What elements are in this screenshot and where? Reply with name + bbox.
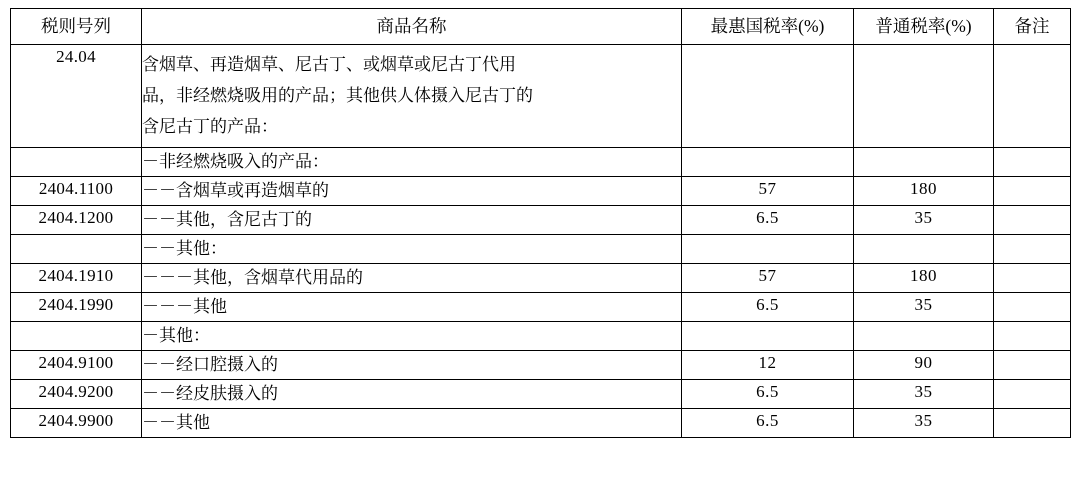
- cell-general-rate: 35: [854, 293, 994, 322]
- cell-mfn-rate: 57: [682, 177, 854, 206]
- header-cell-code: 税则号列: [11, 9, 142, 45]
- table-row: [11, 45, 1071, 148]
- cell-mfn-rate: [682, 148, 854, 177]
- cell-general-rate: [854, 148, 994, 177]
- table-row: [11, 206, 1071, 235]
- cell-general-rate: [854, 45, 994, 148]
- table-row: [11, 380, 1071, 409]
- cell-commodity-name: [142, 206, 682, 235]
- commodity-name-line: 品，非经燃烧吸用的产品；其他供人体摄入尼古丁的: [142, 86, 533, 105]
- cell-tariff-code: 2404.1990: [11, 293, 142, 322]
- cell-tariff-code: [11, 322, 142, 351]
- cell-remark: [994, 322, 1071, 351]
- cell-commodity-name: [142, 148, 682, 177]
- commodity-name-line: －－经口腔摄入的: [142, 355, 278, 374]
- header-cell-name: 商品名称: [142, 9, 682, 45]
- table-row: [11, 264, 1071, 293]
- cell-commodity-name: [142, 177, 682, 206]
- cell-tariff-code: [11, 235, 142, 264]
- cell-remark: [994, 45, 1071, 148]
- table-row: [11, 235, 1071, 264]
- cell-remark: [994, 293, 1071, 322]
- commodity-name-line: －－－其他: [142, 297, 227, 316]
- cell-tariff-code: 24.04: [11, 45, 142, 148]
- commodity-name-line: －－其他，含尼古丁的: [142, 210, 312, 229]
- table-row: [11, 322, 1071, 351]
- cell-commodity-name: [142, 409, 682, 438]
- cell-remark: [994, 409, 1071, 438]
- cell-remark: [994, 235, 1071, 264]
- table-row: [11, 409, 1071, 438]
- cell-commodity-name: [142, 264, 682, 293]
- cell-remark: [994, 177, 1071, 206]
- cell-mfn-rate: 6.5: [682, 206, 854, 235]
- cell-commodity-name: [142, 351, 682, 380]
- cell-remark: [994, 206, 1071, 235]
- commodity-name-line: －非经燃烧吸入的产品：: [142, 152, 329, 171]
- table-row: [11, 351, 1071, 380]
- cell-commodity-name: [142, 322, 682, 351]
- cell-commodity-name: [142, 45, 682, 148]
- commodity-name-line: －－含烟草或再造烟草的: [142, 181, 329, 200]
- header-cell-general: 普通税率(%): [854, 9, 994, 45]
- cell-remark: [994, 264, 1071, 293]
- table-body: [11, 9, 1071, 438]
- table-header-row: [11, 9, 1071, 45]
- cell-mfn-rate: 6.5: [682, 409, 854, 438]
- cell-mfn-rate: 6.5: [682, 293, 854, 322]
- cell-general-rate: 90: [854, 351, 994, 380]
- cell-commodity-name: [142, 235, 682, 264]
- cell-mfn-rate: 6.5: [682, 380, 854, 409]
- cell-remark: [994, 351, 1071, 380]
- cell-mfn-rate: [682, 235, 854, 264]
- commodity-name-line: 含尼古丁的产品：: [142, 117, 278, 136]
- header-cell-mfn: 最惠国税率(%): [682, 9, 854, 45]
- commodity-name-line: －－其他：: [142, 239, 227, 258]
- cell-general-rate: 180: [854, 177, 994, 206]
- header-cell-remark: 备注: [994, 9, 1071, 45]
- table-row: [11, 177, 1071, 206]
- cell-commodity-name: [142, 293, 682, 322]
- cell-mfn-rate: 57: [682, 264, 854, 293]
- commodity-name-line: 含烟草、再造烟草、尼古丁、或烟草或尼古丁代用: [142, 55, 516, 74]
- cell-commodity-name: [142, 380, 682, 409]
- commodity-name-line: －－经皮肤摄入的: [142, 384, 278, 403]
- cell-general-rate: [854, 235, 994, 264]
- cell-tariff-code: 2404.1910: [11, 264, 142, 293]
- cell-tariff-code: 2404.9100: [11, 351, 142, 380]
- cell-mfn-rate: [682, 322, 854, 351]
- cell-tariff-code: 2404.9200: [11, 380, 142, 409]
- cell-tariff-code: [11, 148, 142, 177]
- cell-general-rate: 180: [854, 264, 994, 293]
- table-row: [11, 293, 1071, 322]
- commodity-name-line: －其他：: [142, 326, 210, 345]
- cell-remark: [994, 380, 1071, 409]
- cell-general-rate: [854, 322, 994, 351]
- cell-mfn-rate: 12: [682, 351, 854, 380]
- cell-general-rate: 35: [854, 409, 994, 438]
- cell-tariff-code: 2404.9900: [11, 409, 142, 438]
- tariff-table: [10, 8, 1071, 438]
- cell-tariff-code: 2404.1100: [11, 177, 142, 206]
- commodity-name-line: －－其他: [142, 413, 210, 432]
- cell-remark: [994, 148, 1071, 177]
- cell-general-rate: 35: [854, 206, 994, 235]
- cell-general-rate: 35: [854, 380, 994, 409]
- commodity-name-line: －－－其他，含烟草代用品的: [142, 268, 363, 287]
- cell-mfn-rate: [682, 45, 854, 148]
- cell-tariff-code: 2404.1200: [11, 206, 142, 235]
- table-row: [11, 148, 1071, 177]
